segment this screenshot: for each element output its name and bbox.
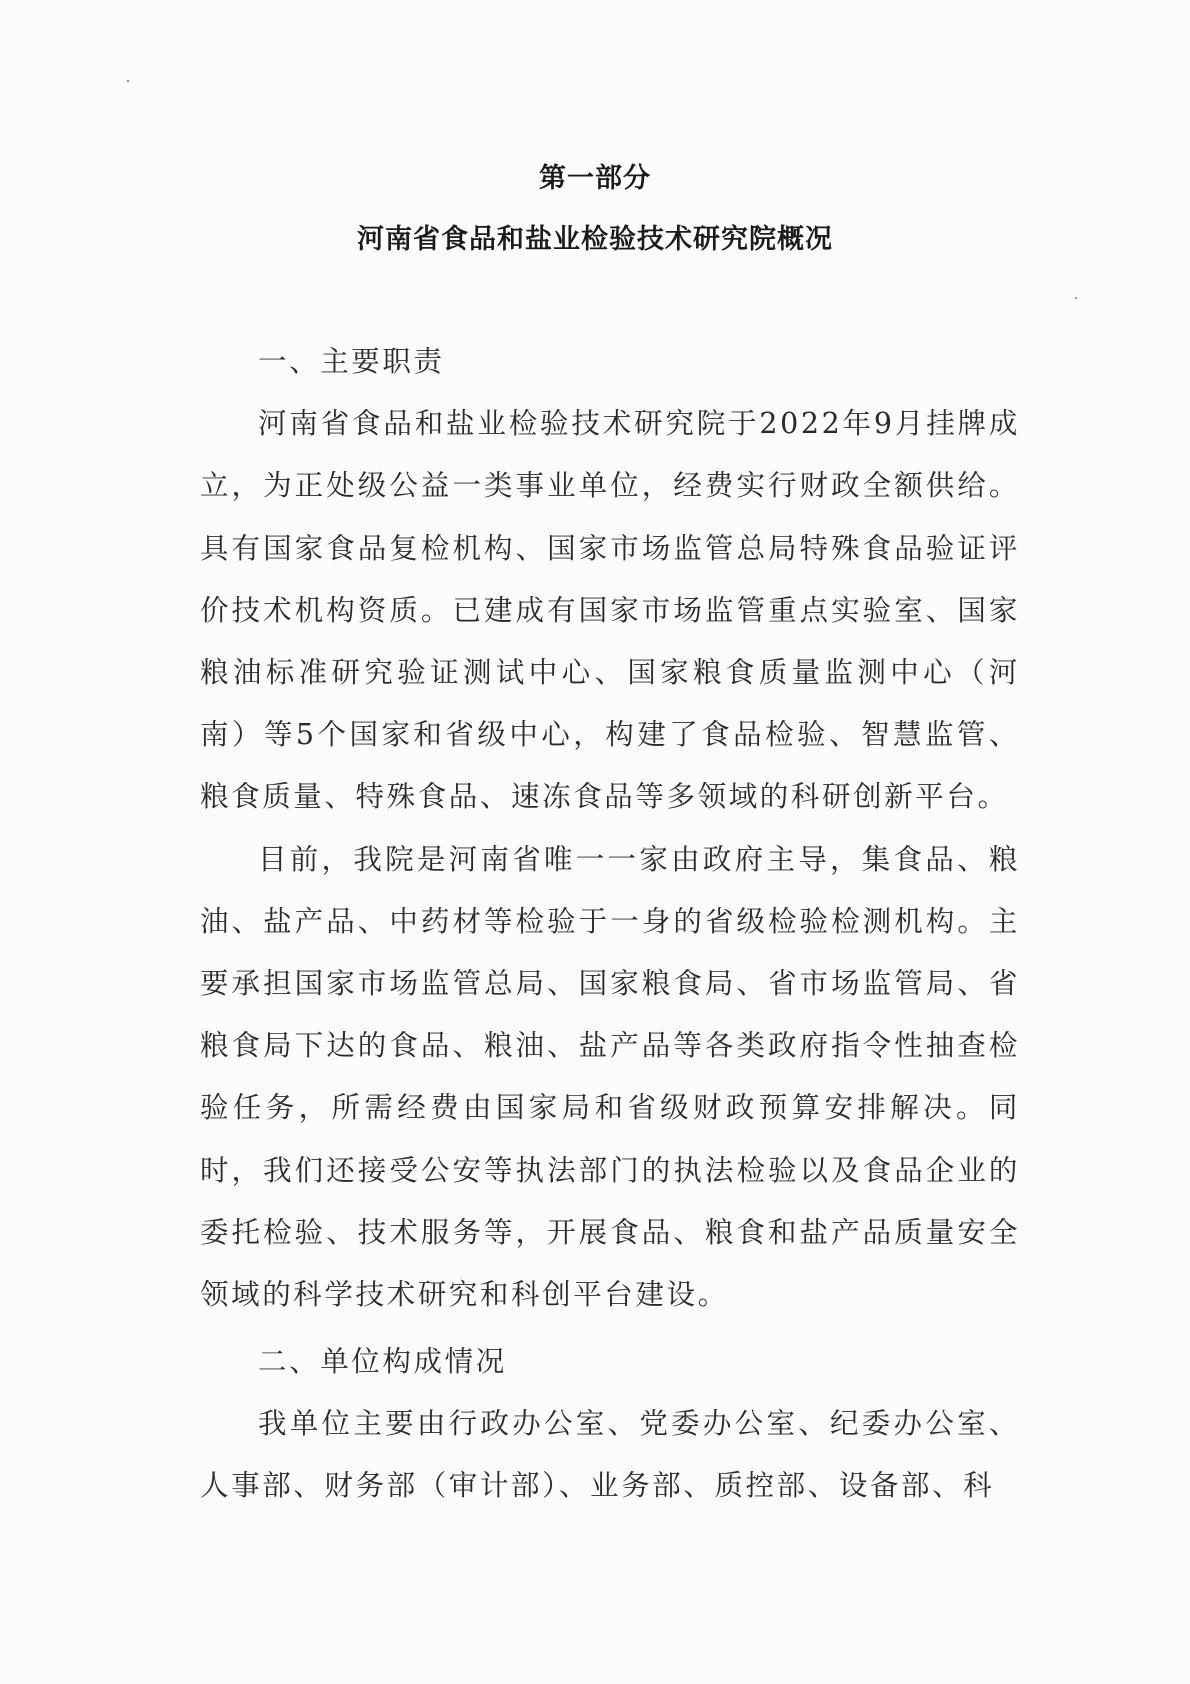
part-title: 第一部分 (539, 163, 651, 194)
paragraph-establishment: 河南省食品和盐业检验技术研究院于2022年9月挂牌成立，为正处级公益一类事业单位，经费实行财政全额供给。具有国家食品复检机构、国家市场监管总局特殊食品验证评价技术机构资质。已建成有国家市场监管重点实验室、国家粮油标准研究验证测试中心、国家粮食质量监测中心（河南）等5个国家和省级中心，构建了食品检验、智慧监管、粮食质量、特殊食品、速冻食品等多领域的科研创新平台。 (200, 407, 1020, 814)
scan-speck (127, 80, 129, 82)
section-duties (200, 331, 1020, 1326)
paragraph-departments: 我单位主要由行政办公室、党委办公室、纪委办公室、人事部、财务部（审计部）、业务部、质控部、设备部、科 (200, 1407, 1020, 1503)
scan-speck (1075, 297, 1077, 299)
org-title: 河南省食品和盐业检验技术研究院概况 (357, 224, 833, 255)
section-heading-duties: 一、主要职责 (258, 345, 445, 378)
section-heading-composition: 二、单位构成情况 (258, 1345, 507, 1378)
section-composition (200, 1331, 1020, 1518)
paragraph-current-role: 目前，我院是河南省唯一一家由政府主导，集食品、粮油、盐产品、中药材等检验于一身的省级检验检测机构。主要承担国家市场监管总局、国家粮食局、省市场监管局、省粮食局下达的食品、粮油、盐产品等各类政府指令性抽查检验任务，所需经费由国家局和省级财政预算安排解决。同时，我们还接受公安等执法部门的执法检验以及食品企业的委托检验、技术服务等，开展食品、粮食和盐产品质量安全领域的科学技术研究和科创平台建设。 (200, 842, 1020, 1312)
